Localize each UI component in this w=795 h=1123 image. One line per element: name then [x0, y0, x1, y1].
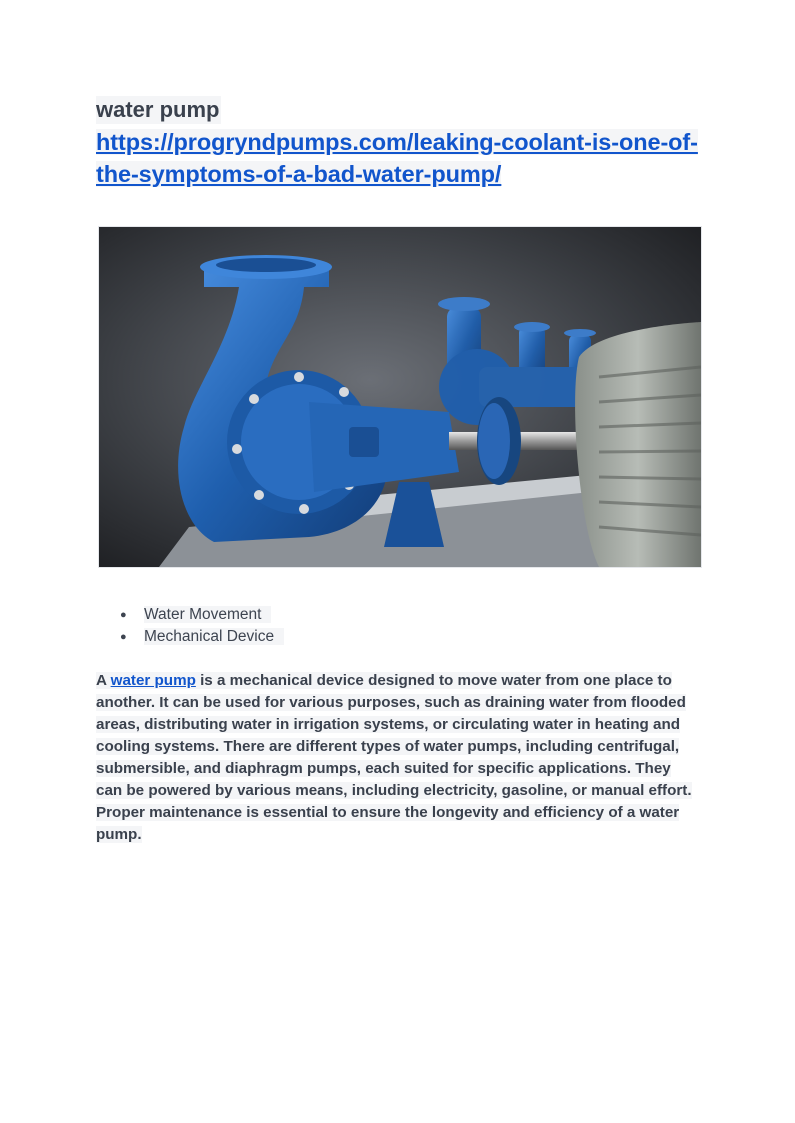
water-pump-photo	[98, 226, 702, 568]
list-item: ● Water Movement	[120, 604, 700, 626]
water-pump-link[interactable]: water pump	[110, 672, 196, 689]
document-page	[96, 96, 700, 861]
list-item: ● Mechanical Device	[120, 626, 700, 648]
feature-list	[96, 604, 700, 648]
page-title: water pump	[96, 97, 220, 122]
source-link[interactable]: https://progryndpumps.com/leaking-coolant-is-one-of-the-symptoms-of-a-bad-water-pump/	[96, 129, 698, 187]
description-paragraph	[96, 670, 700, 846]
paragraph-prefix: A	[96, 672, 111, 689]
paragraph-body: is a mechanical device designed to move water from one place to another. It can be used for various purposes, such as draining water from flooded areas, distributing water in irrigation systems, or circulating water in heating and cooling systems. There are different types of water pumps, including centrifugal, submersible, and diaphragm pumps, each suited for specific applications. They can be powered by various means, including electricity, gasoline, or manual effort. Proper maintenance is essential to ensure the longevity and efficiency of a water pump.	[96, 672, 692, 843]
